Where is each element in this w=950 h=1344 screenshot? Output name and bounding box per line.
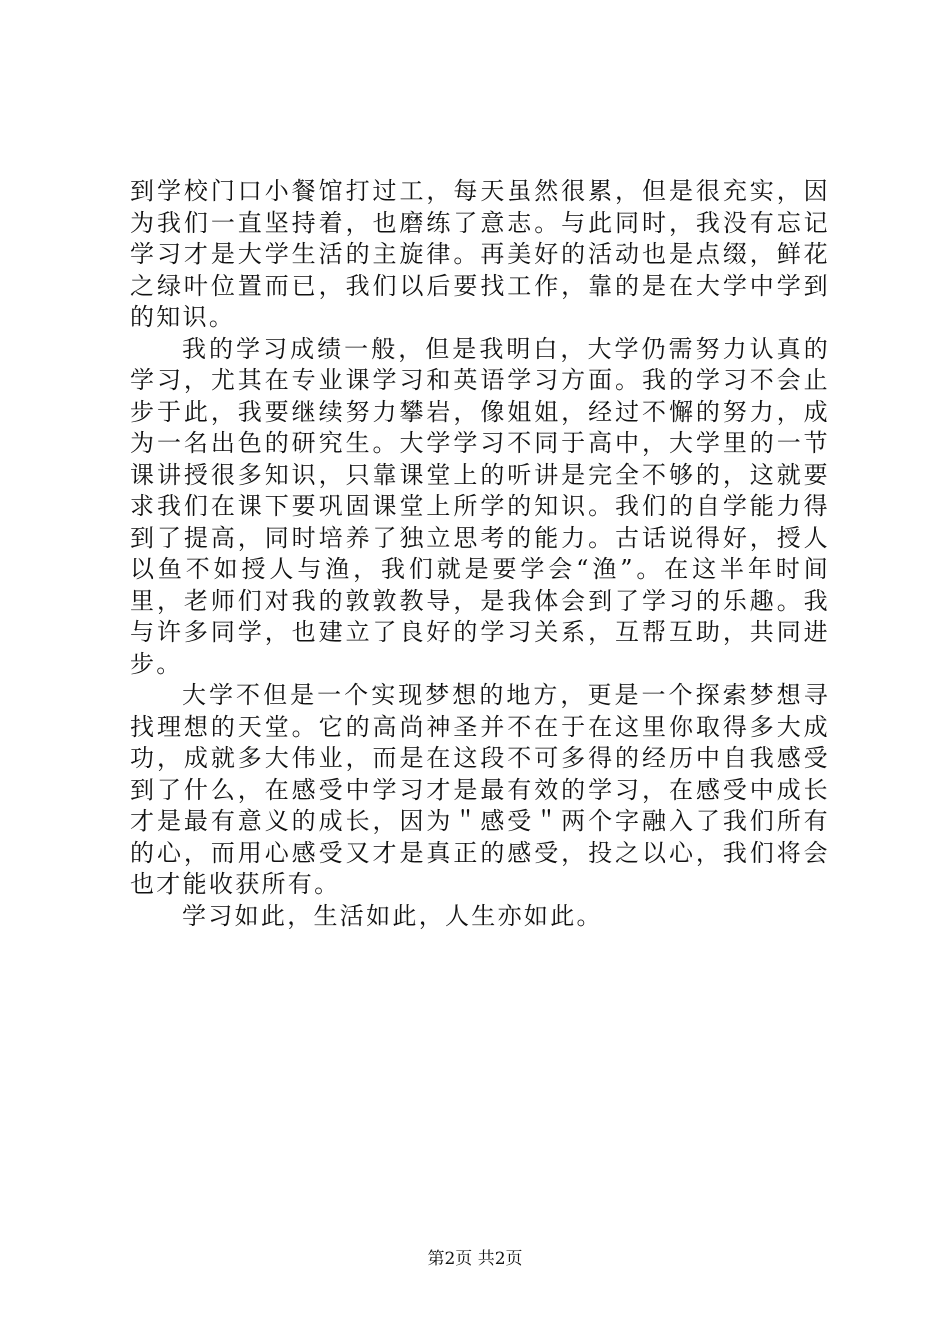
paragraph-closing: 学习如此，生活如此，人生亦如此。: [182, 901, 603, 930]
page-number-footer: 第2页 共2页: [427, 1249, 523, 1269]
paragraph-university-dreams: 大学不但是一个实现梦想的地方，更是一个探索梦想寻找理想的天堂。它的高尚神圣并不在于在这里你取得多大成功，成就多大伟业，而是在这段不可多得的经历中自我感受到了什么，在感受中学习才是最有效的学习，在感受中成长才是最有意义的成长，因为＂感受＂两个字融入了我们所有的心，而用心感受又才是真正的感受，投之以心，我们将会也才能收获所有。: [130, 681, 830, 898]
document-body: [130, 176, 830, 932]
paragraph-continuation: 到学校门口小餐馆打过工，每天虽然很累，但是很充实，因为我们一直坚持着，也磨练了意志。与此同时，我没有忘记学习才是大学生活的主旋律。再美好的活动也是点缀，鲜花之绿叶位置而已，我们以后要找工作，靠的是在大学中学到的知识。: [130, 177, 830, 331]
paragraph-study-grades: 我的学习成绩一般，但是我明白，大学仍需努力认真的学习，尤其在专业课学习和英语学习方面。我的学习不会止步于此，我要继续努力攀岩，像姐姐，经过不懈的努力，成为一名出色的研究生。大学学习不同于高中，大学里的一节课讲授很多知识，只靠课堂上的听讲是完全不够的，这就要求我们在课下要巩固课堂上所学的知识。我们的自学能力得到了提高，同时培养了独立思考的能力。古话说得好，授人以鱼不如授人与渔，我们就是要学会“渔”。在这半年时间里，老师们对我的敦敦教导，是我体会到了学习的乐趣。我与许多同学，也建立了良好的学习关系，互帮互助，共同进步。: [130, 334, 830, 678]
